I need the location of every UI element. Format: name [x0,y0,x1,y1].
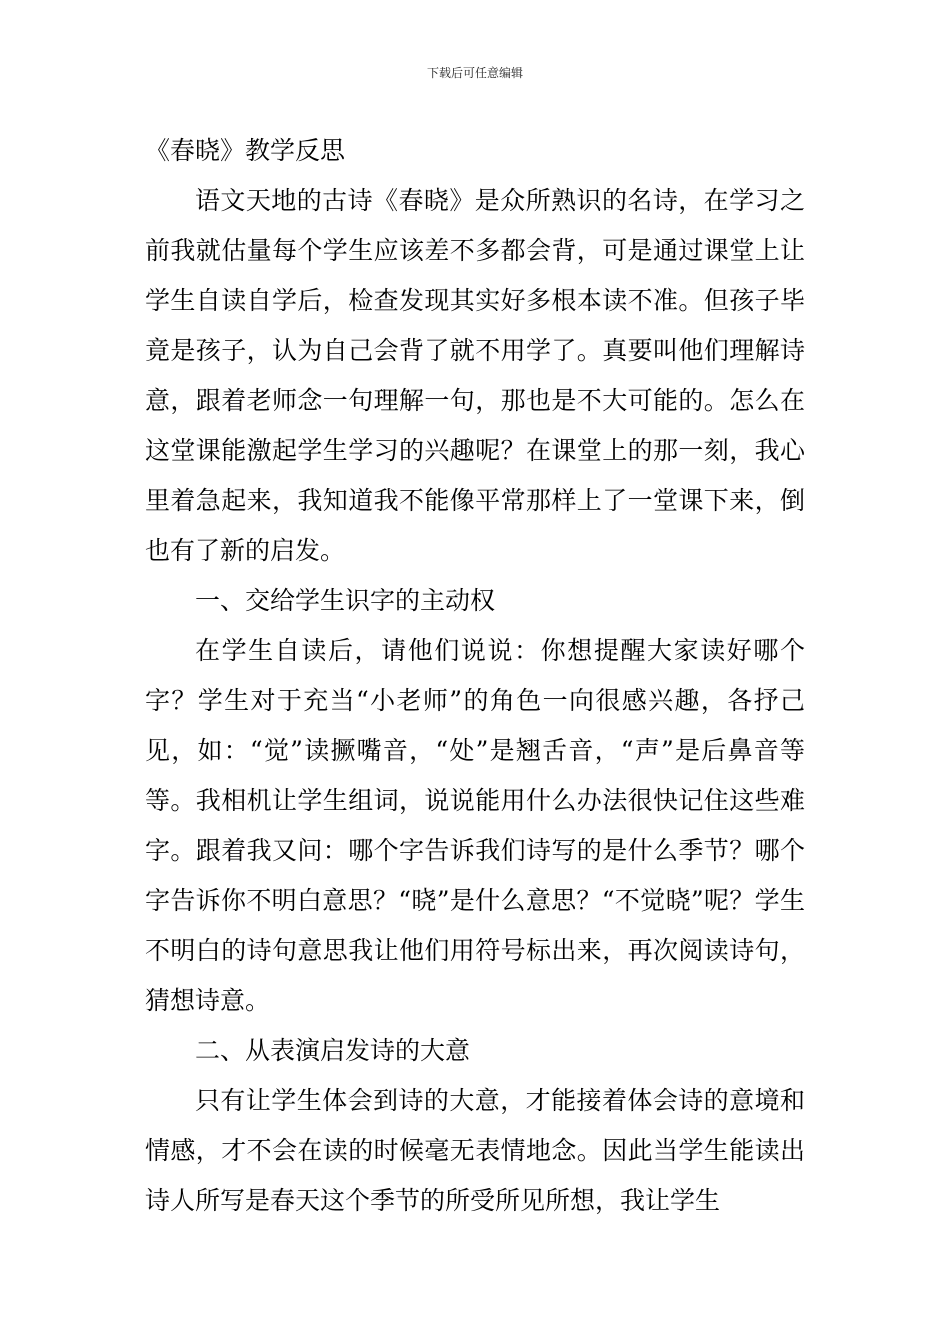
document-title: 《春晓》教学反思 [145,136,346,165]
section-paragraph-1: 在学生自读后，请他们说说：你想提醒大家读好哪个字？学生对于充当“小老师”的角色一向很感兴趣，各抒己见，如：“觉”读撅嘴音，“处”是翘舌音，“声”是后鼻音等等。我相机让学生组词，说说能用什么办法很快记住这些难字。跟着我又问：哪个字告诉我们诗写的是什么季节？哪个字告诉你不明白意思？“晓”是什么意思？“不觉晓”呢？学生不明白的诗句意思我让他们用符号标出来，再次阅读诗句，猜想诗意。 [145,636,805,1015]
page-header: 下载后可任意编辑 [426,66,523,80]
section-heading-1: 一、交给学生识字的主动权 [195,586,496,615]
section-heading-2: 二、从表演启发诗的大意 [195,1036,471,1065]
document-body [145,126,805,1226]
section-paragraph-2: 只有让学生体会到诗的大意，才能接着体会诗的意境和情感，才不会在读的时候毫无表情地念。因此当学生能读出诗人所写是春天这个季节的所受所见所想，我让学生 [145,1086,805,1215]
intro-paragraph: 语文天地的古诗《春晓》是众所熟识的名诗，在学习之前我就估量每个学生应该差不多都会背，可是通过课堂上让学生自读自学后，检查发现其实好多根本读不准。但孩子毕竟是孩子，认为自己会背了就不用学了。真要叫他们理解诗意，跟着老师念一句理解一句，那也是不大可能的。怎么在这堂课能激起学生学习的兴趣呢？在课堂上的那一刻，我心里着急起来，我知道我不能像平常那样上了一堂课下来，倒也有了新的启发。 [145,186,805,565]
